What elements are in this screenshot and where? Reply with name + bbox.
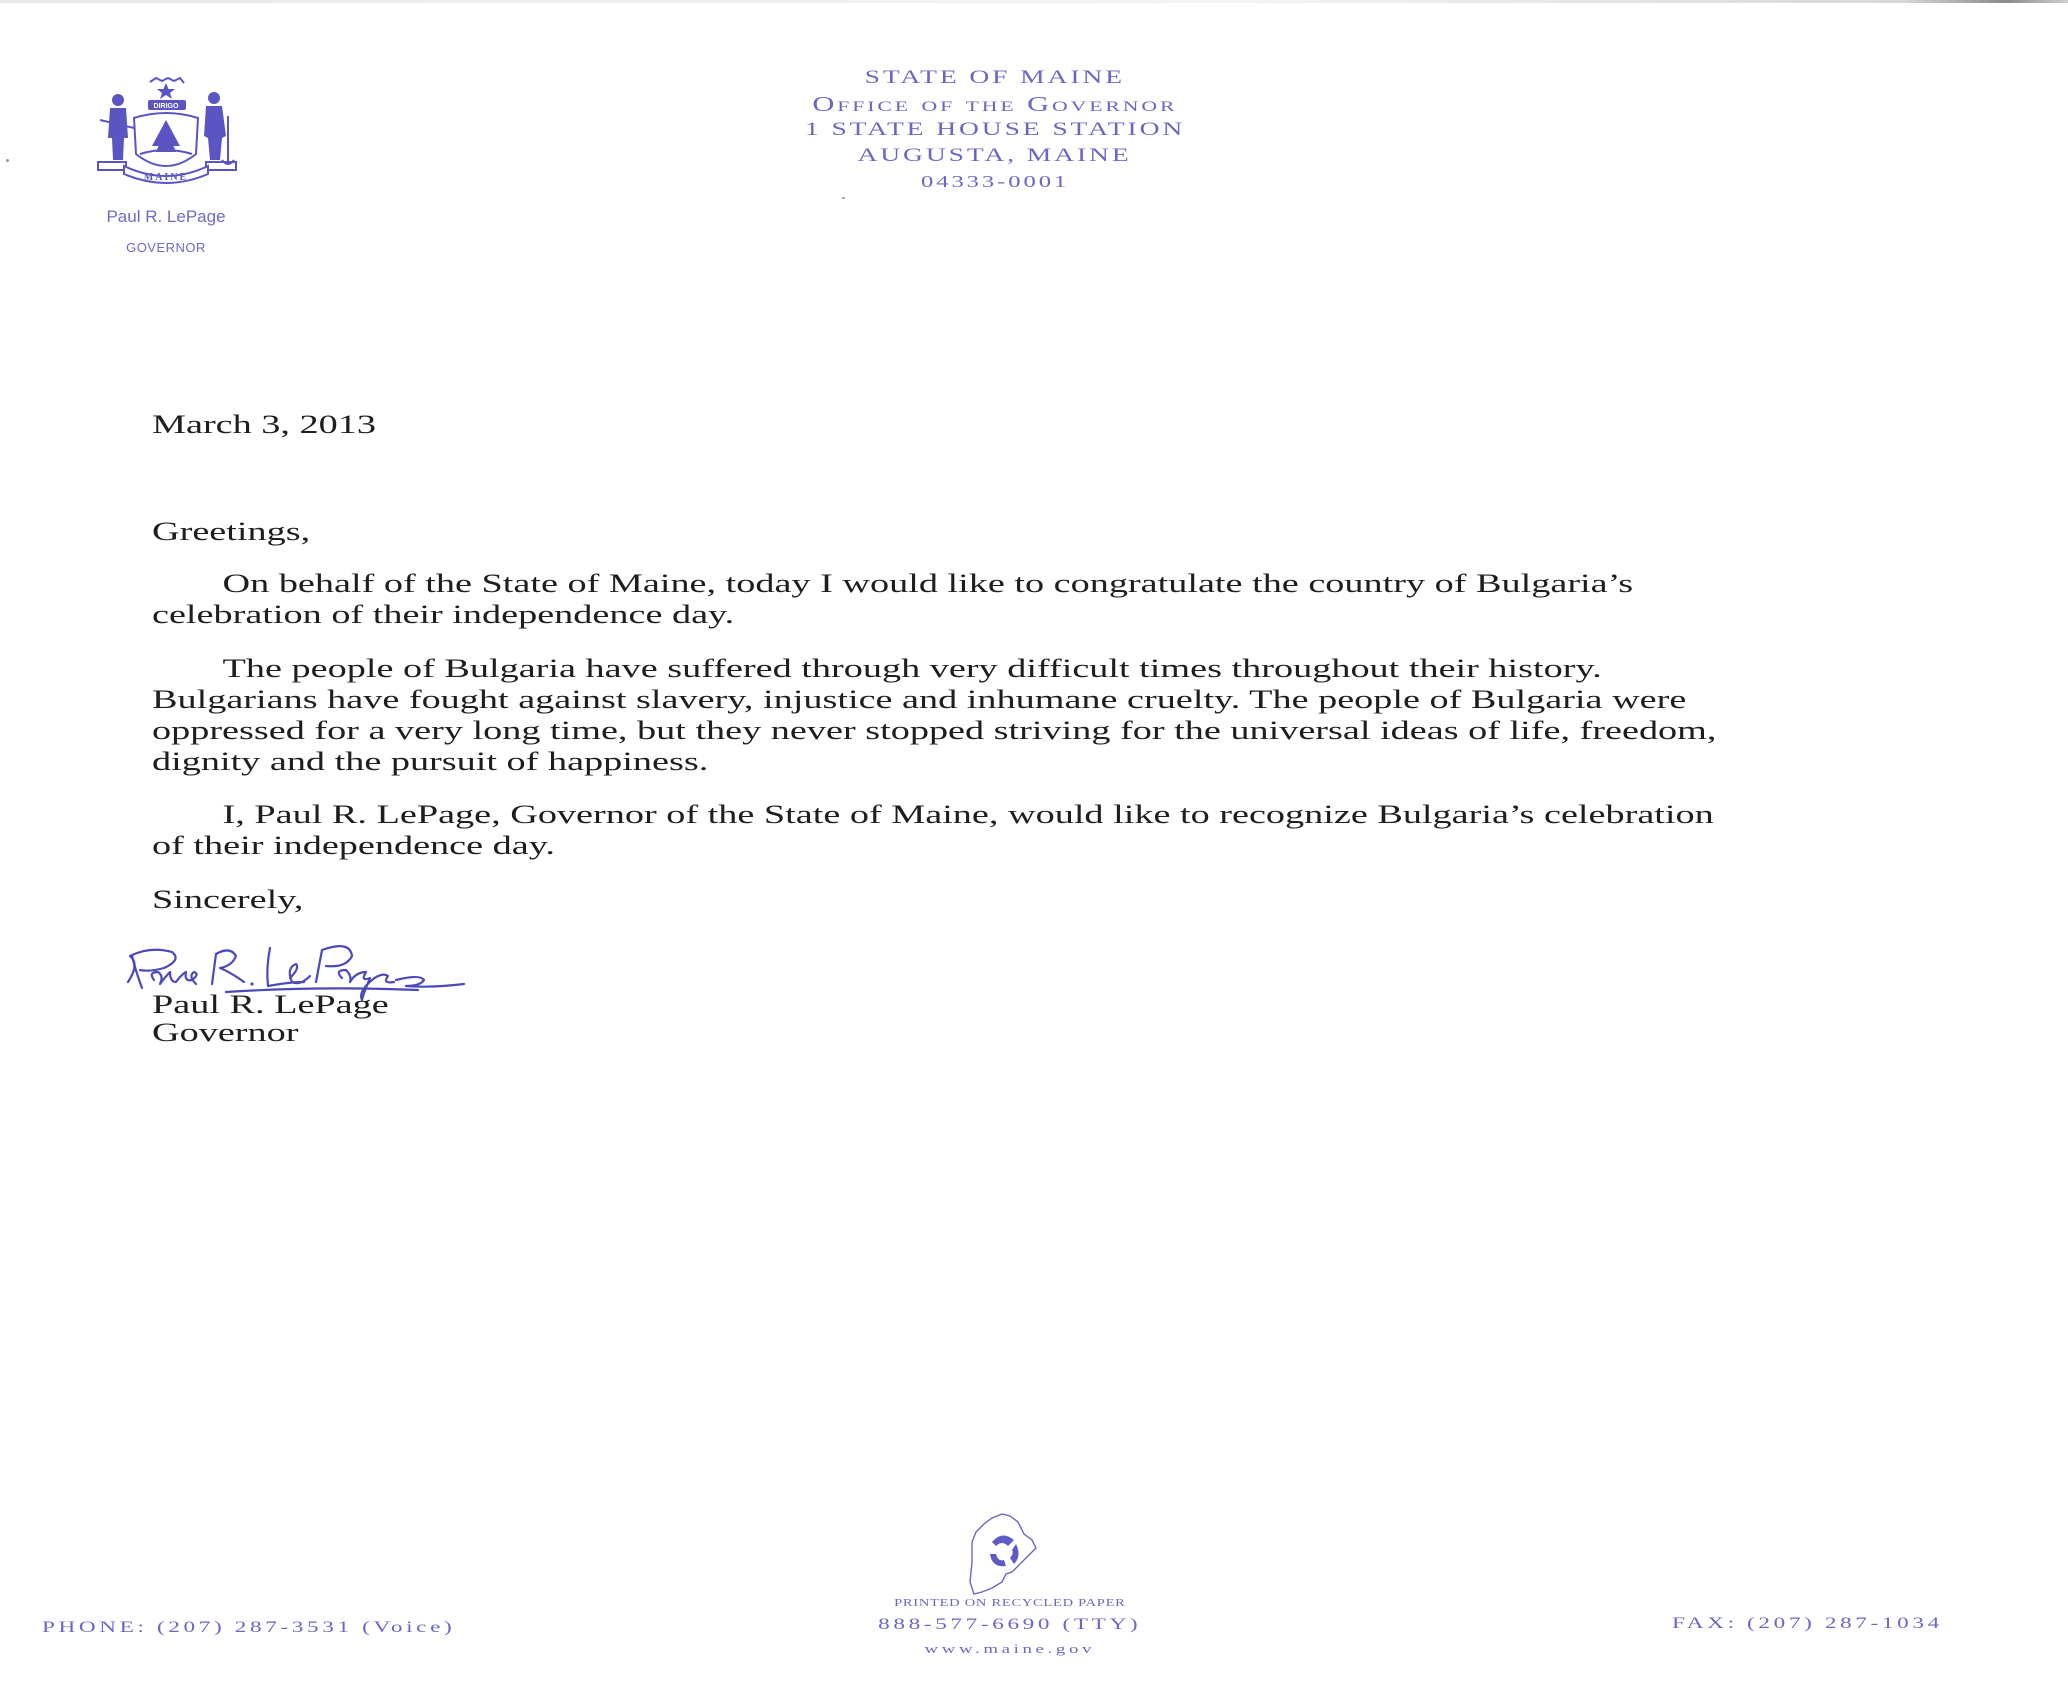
footer-phone <box>42 1619 456 1637</box>
letterhead-line: STATE OF MAINE <box>864 67 1126 88</box>
footer-fax <box>1672 1615 1943 1633</box>
footer-phone-text: PHONE: (207) 287-3531 (Voice) <box>42 1619 456 1636</box>
paragraph-2 <box>152 653 1716 777</box>
letterhead-line: AUGUSTA, MAINE <box>857 145 1133 166</box>
letter-salutation: Greetings, <box>152 517 311 546</box>
paragraph-line: oppressed for a very long time, but they never stopped striving for the universal ideas of life, freedom, <box>152 716 1717 745</box>
footer-recycled-notice <box>760 1598 1260 1609</box>
svg-text:MAINE: MAINE <box>143 172 189 183</box>
letterhead-governor-name: Paul R. LePage <box>106 207 226 226</box>
paragraph-line: of their independence day. <box>152 831 555 860</box>
letter-date: March 3, 2013 <box>152 410 376 439</box>
signer-title: Governor <box>152 1018 299 1047</box>
footer-website <box>760 1641 1260 1657</box>
letterhead-line: 04333-0001 <box>920 172 1070 191</box>
scan-speck <box>6 159 9 162</box>
footer-tty-text: 888-577-6690 (TTY) <box>878 1616 1142 1633</box>
paragraph-1 <box>152 568 1633 630</box>
paragraph-line: I, Paul R. LePage, Governor of the State of Maine, would like to recognize Bulgaria’s celebration <box>222 800 1714 829</box>
letterhead-street <box>695 119 1295 141</box>
paragraph-line: dignity and the pursuit of happiness. <box>152 747 709 776</box>
letterhead-office <box>695 92 1295 117</box>
scan-edge <box>0 0 2068 3</box>
scan-speck <box>842 197 845 199</box>
footer-website-text: www.maine.gov <box>924 1641 1096 1656</box>
paragraph-line: celebration of their independence day. <box>152 600 735 629</box>
paragraph-line: The people of Bulgaria have suffered through very difficult times throughout their history. <box>222 654 1602 683</box>
letterhead-line: Office of the Governor <box>812 92 1178 116</box>
letter-closing: Sincerely, <box>152 885 304 914</box>
footer-recycled-text: PRINTED ON RECYCLED PAPER <box>894 1598 1126 1609</box>
letterhead-state <box>695 67 1295 89</box>
maine-state-seal-icon <box>90 76 242 186</box>
letterhead-governor-title: GOVERNOR <box>126 240 206 255</box>
paragraph-3 <box>152 799 1714 861</box>
maine-recycled-map-icon <box>962 1512 1062 1596</box>
paragraph-line: Bulgarians have fought against slavery, injustice and inhumane cruelty. The people of Bulgaria were <box>152 685 1687 714</box>
letterhead-city <box>695 145 1295 167</box>
footer-fax-text: FAX: (207) 287-1034 <box>1672 1615 1943 1632</box>
footer-tty <box>760 1616 1260 1634</box>
letterhead-line: 1 STATE HOUSE STATION <box>804 119 1186 140</box>
paragraph-line: On behalf of the State of Maine, today I would like to congratulate the country of Bulgaria’s <box>222 569 1634 598</box>
signer-name: Paul R. LePage <box>152 990 389 1019</box>
svg-text:DIRIGO: DIRIGO <box>153 103 179 110</box>
letterhead-zip <box>695 172 1295 192</box>
